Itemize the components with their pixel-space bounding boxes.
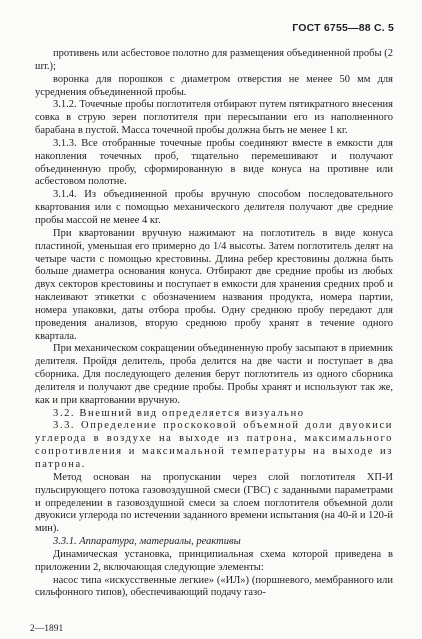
paragraph: 3.1.4. Из объединенной пробы вручную способом последовательного квартования или с помощью механического делителя получают две средние пробы массой не менее 4 кг. <box>35 189 393 226</box>
page-footer: 2—1891 <box>30 624 64 634</box>
subsection-heading: 3.3.1. Аппаратура, материалы, реактивы <box>53 536 241 548</box>
section-heading: 3.2. Внешний вид определяется визуально <box>53 407 305 419</box>
section-heading: 3.3. Определение проскоковой объемной доли двуокиси углерода в воздухе на выходе из патрона, максимального сопротивления и максимальной температуры на выходе из патрона. <box>35 420 393 470</box>
page-header: ГОСТ 6755—88 С. 5 <box>292 22 394 34</box>
paragraph: Динамическая установка, принципиальная схема которой приведена в приложении 2, включающая следующие элементы: <box>35 548 393 573</box>
body-text <box>35 48 393 600</box>
paragraph: 3.1.3. Все отобранные точечные пробы соединяют вместе в емкости для накопления точечных проб, тщательно перемешивают и получают объединенную пробу, сформированную в виде конуса на противне или асбестовом полотне. <box>35 137 393 188</box>
paragraph: насос типа «искусственные легкие» («ИЛ») (поршневого, мембранного или сильфонного типов), обеспечивающий подачу газо- <box>35 574 393 599</box>
paragraph: При механическом сокращении объединенную пробу засыпают в приемник делителя. Пройдя делитель, проба делится на две части и поступает в два сборника. Для последующего деления берут поглотитель из одного сборника делителя и получают две средние пробы. Пробы хранят и используют так же, как и при квартовании вручную. <box>35 343 393 406</box>
paragraph: противень или асбестовое полотно для размещения объединенной пробы (2 шт.); <box>35 48 393 72</box>
paragraph: При квартовании вручную нажимают на поглотитель в виде конуса пластиной, уменьшая его примерно до 1/4 высоты. Затем поглотитель делят на четыре части с помощью крестовины. Длина ребер крестовины должна быть больше диаметра основания конуса. Отбирают две средние пробы из любых двух секторов крестовины и поступает в емкости для хранения средних проб и наклеивают этикетки с обозначением названия продукта, номера партии, номера упаковки, даты отбора пробы. Одну среднюю пробу передают для проведения анализов, вторую среднюю пробу хранят в течение одного квартала. <box>35 227 393 342</box>
paragraph: 3.1.2. Точечные пробы поглотителя отбирают путем пятикратного внесения совка в струю зерен поглотителя при пересыпании его из наполненного барабана в пустой. Масса точечной пробы должна быть не менее 1 кг. <box>35 99 393 137</box>
paragraph: воронка для порошков с диаметром отверстия не менее 50 мм для усреднения объединенной пробы. <box>35 73 393 98</box>
paragraph: Метод основан на пропускании через слой поглотителя ХП-И пульсирующего потока газовоздушной смеси (ГВС) с заданными параметрами и определении в газовоздушной смеси за слоем поглотителя объемной доли двуокиси углерода по истечении заданного времени испытания (на 40-й и 120-й мин). <box>35 471 393 535</box>
